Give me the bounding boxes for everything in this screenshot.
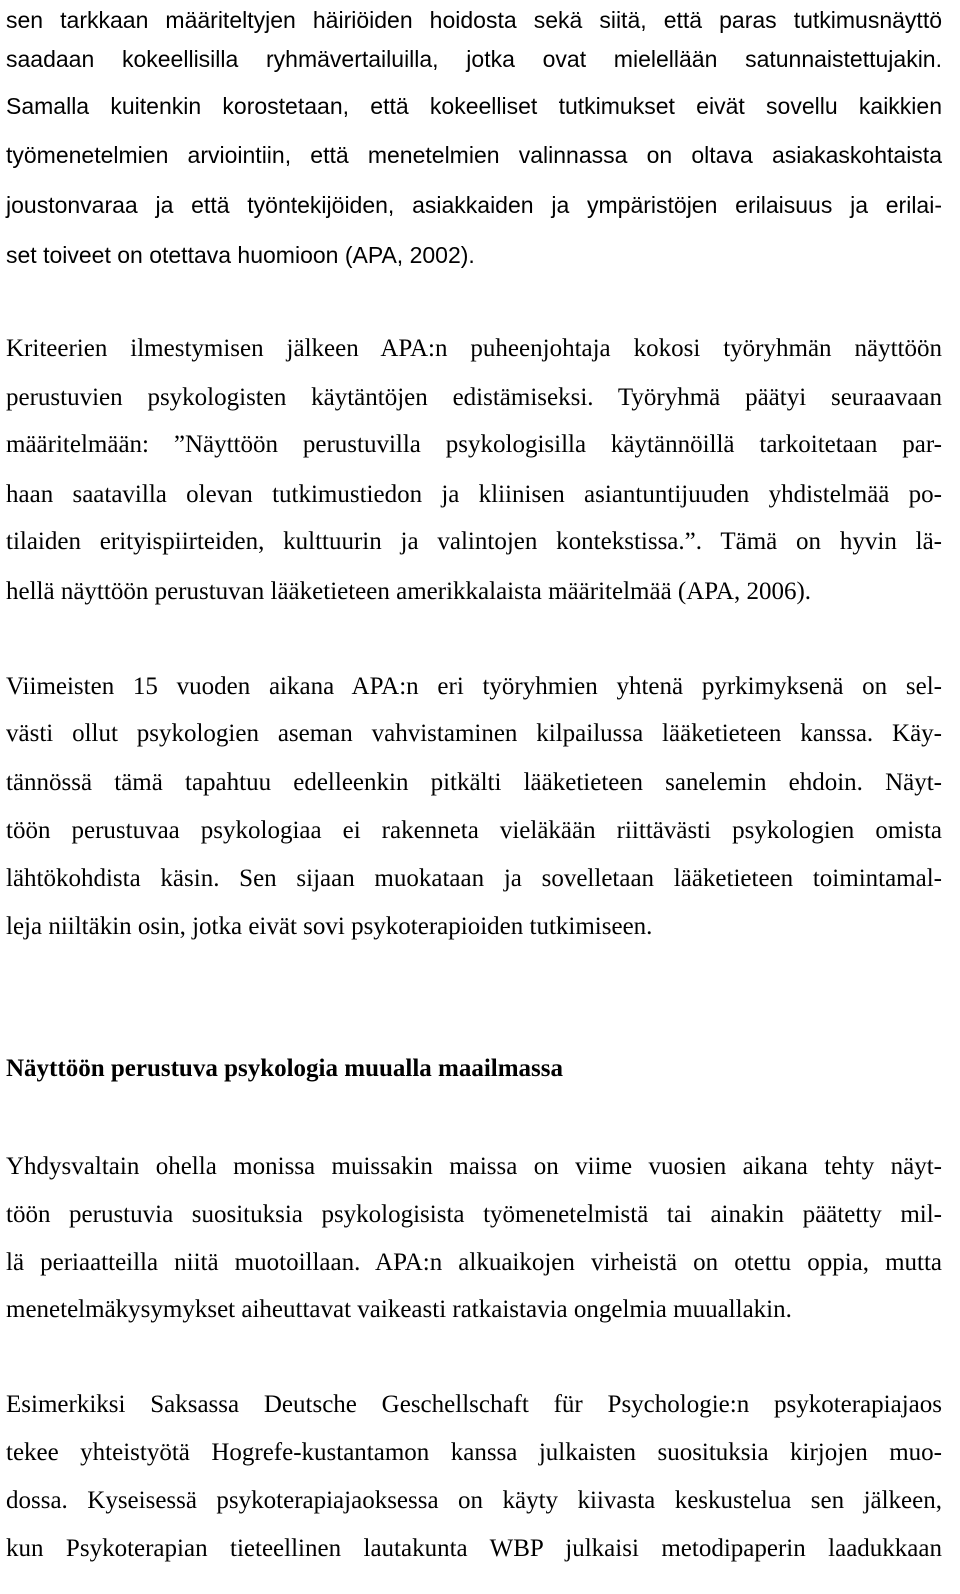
- text-line: töön perustuvaa psykologiaa ei rakenneta vieläkään riittävästi psykologien omista: [6, 817, 942, 844]
- text-line: kun Psykoterapian tieteellinen lautakunta WBP julkaisi metodipaperin laadukkaan: [6, 1535, 942, 1562]
- text-line: menetelmäkysymykset aiheuttavat vaikeasti ratkaistavia ongelmia muuallakin.: [6, 1296, 792, 1323]
- text-line: töön perustuvia suosituksia psykologisista työmenetelmistä tai ainakin päätetty mil-: [6, 1201, 942, 1228]
- text-line: hellä näyttöön perustuvan lääketieteen amerikkalaista määritelmää (APA, 2006).: [6, 578, 812, 605]
- text-line: dossa. Kyseisessä psykoterapiajaoksessa on käyty kiivasta keskustelua sen jälkeen,: [6, 1487, 942, 1514]
- text-line: haan saatavilla olevan tutkimustiedon ja kliinisen asiantuntijuuden yhdistelmää po-: [6, 481, 942, 508]
- text-line: tännössä tämä tapahtuu edelleenkin pitkälti lääketieteen sanelemin ehdoin. Näyt-: [6, 769, 942, 796]
- text-line: västi ollut psykologien aseman vahvistaminen kilpailussa lääketieteen kanssa. Käy-: [6, 720, 942, 747]
- text-line: tekee yhteistyötä Hogrefe-kustantamon kanssa julkaisten suosituksia kirjojen muo-: [6, 1439, 942, 1466]
- text-line: Yhdysvaltain ohella monissa muissakin maissa on viime vuosien aikana tehty näyt-: [6, 1153, 942, 1180]
- text-line: set toiveet on otettava huomioon (APA, 2002).: [6, 242, 475, 268]
- section-heading: Näyttöön perustuva psykologia muualla maailmassa: [6, 1055, 564, 1082]
- text-line: sen tarkkaan määriteltyjen häiriöiden hoidosta sekä siitä, että paras tutkimusnäyttö: [6, 7, 942, 33]
- text-line: saadaan kokeellisilla ryhmävertailuilla, jotka ovat mielellään satunnaistettujakin.: [6, 46, 942, 72]
- text-line: Kriteerien ilmestymisen jälkeen APA:n puheenjohtaja kokosi työryhmän näyttöön: [6, 335, 942, 362]
- text-line: lähtökohdista käsin. Sen sijaan muokataan ja sovelletaan lääketieteen toimintamal-: [6, 865, 942, 892]
- text-line: perustuvien psykologisten käytäntöjen edistämiseksi. Työryhmä päätyi seuraavaan: [6, 384, 942, 411]
- text-line: lä periaatteilla niitä muotoillaan. APA:n alkuaikojen virheistä on otettu oppia, mutta: [6, 1249, 942, 1276]
- text-line: joustonvaraa ja että työntekijöiden, asiakkaiden ja ympäristöjen erilaisuus ja erilai-: [6, 192, 942, 218]
- text-line: Esimerkiksi Saksassa Deutsche Geschellschaft für Psychologie:n psykoterapiajaos: [6, 1391, 942, 1418]
- text-line: Samalla kuitenkin korostetaan, että kokeelliset tutkimukset eivät sovellu kaikkien: [6, 93, 942, 119]
- text-line: leja niiltäkin osin, jotka eivät sovi psykoterapioiden tutkimiseen.: [6, 913, 653, 940]
- text-line: määritelmään: ”Näyttöön perustuvilla psykologisilla käytännöillä tarkoitetaan par-: [6, 431, 942, 458]
- text-line: työmenetelmien arviointiin, että menetelmien valinnassa on oltava asiakaskohtaista: [6, 142, 942, 168]
- text-line: Viimeisten 15 vuoden aikana APA:n eri työryhmien yhtenä pyrkimyksenä on sel-: [6, 673, 942, 700]
- text-line: tilaiden erityispiirteiden, kulttuurin ja valintojen kontekstissa.”. Tämä on hyvin lä-: [6, 528, 942, 555]
